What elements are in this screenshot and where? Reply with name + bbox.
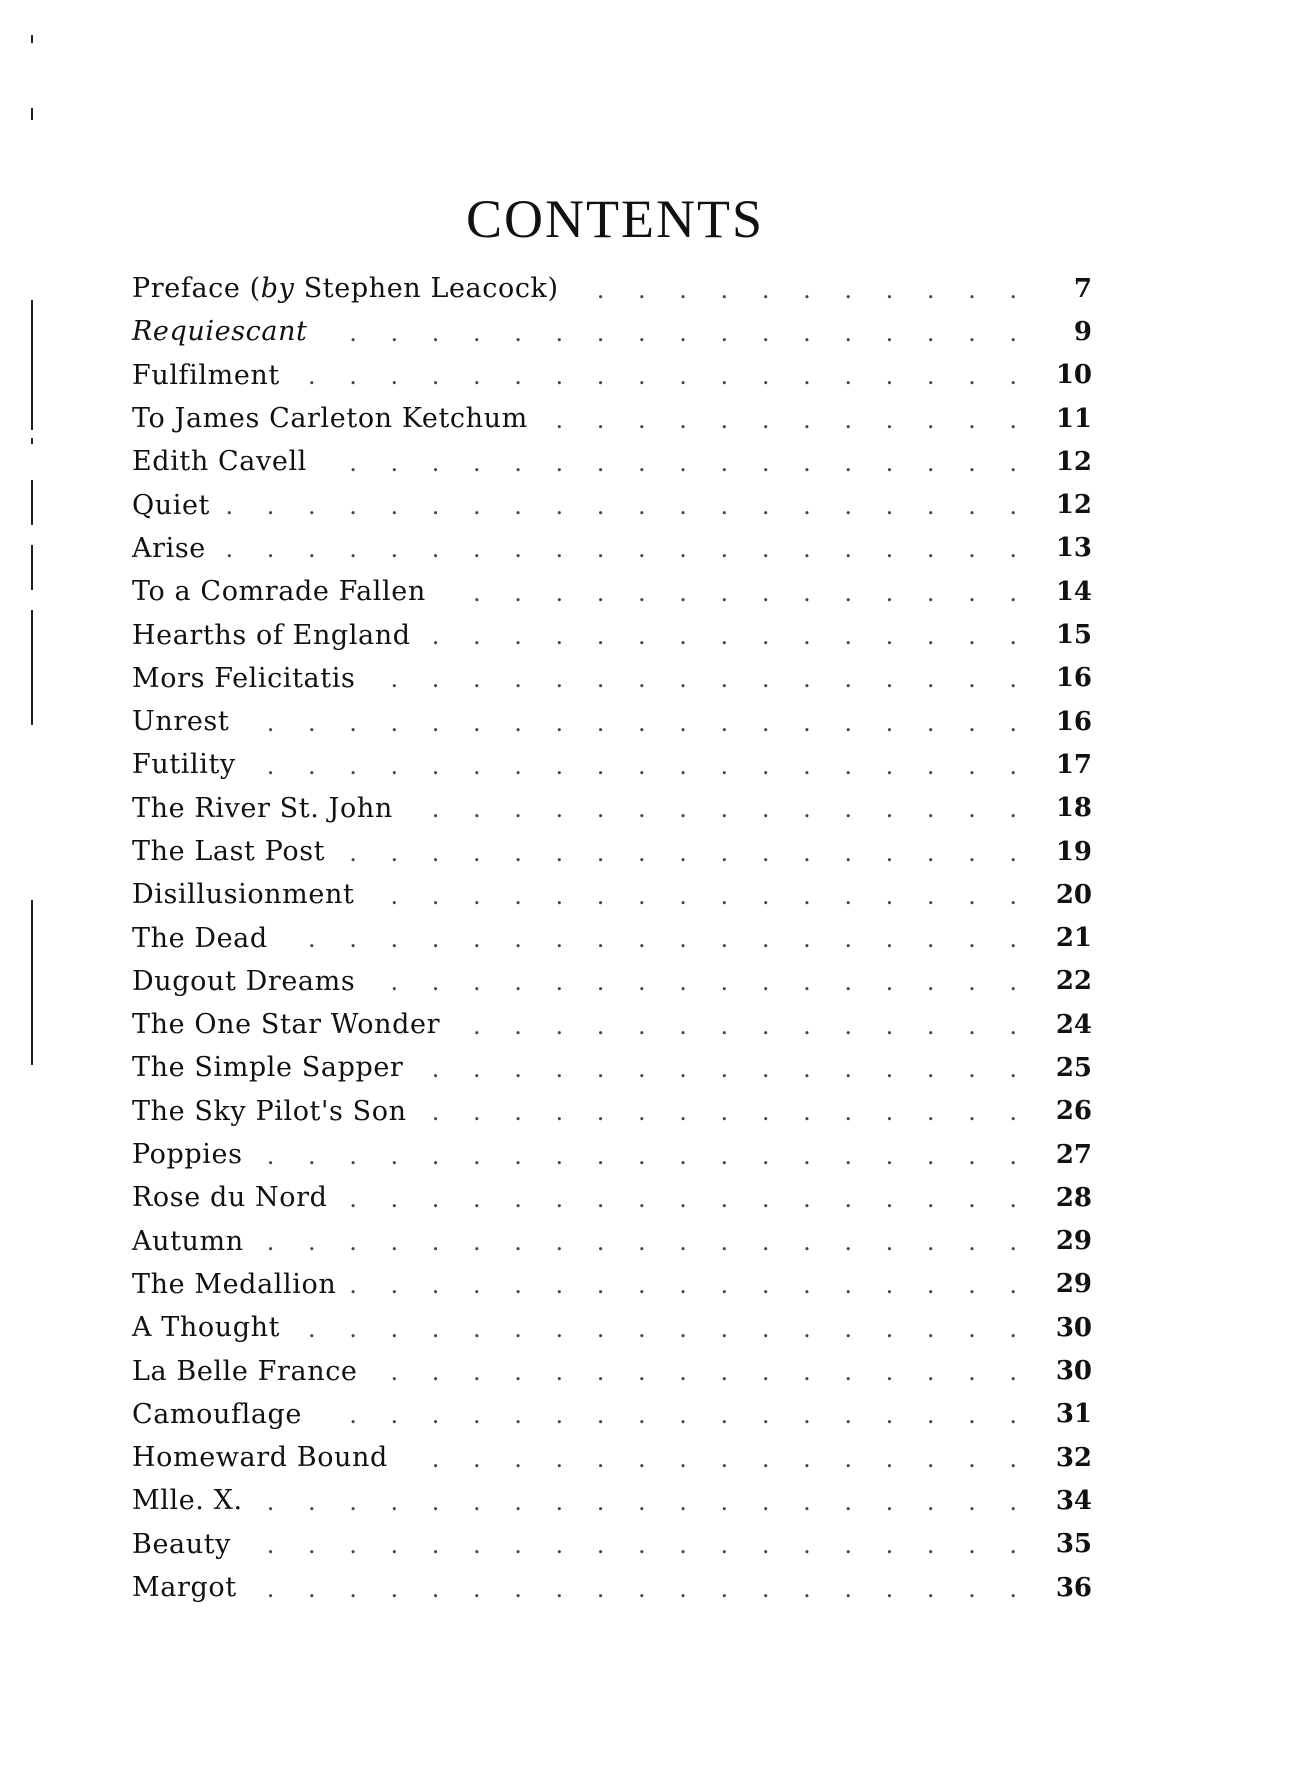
toc-page-number: 16: [1055, 706, 1092, 737]
toc-page-number: 9: [1073, 316, 1092, 347]
dot-leader: [282, 923, 1030, 953]
dot-leader: [258, 1226, 1030, 1256]
toc-entry-title: [132, 663, 355, 694]
dot-leader: [339, 837, 1030, 867]
toc-entry-title: [132, 490, 210, 521]
toc-entry-title: [132, 793, 393, 824]
toc-entry-title-text: Autumn: [132, 1225, 244, 1257]
toc-entry-title-text: Preface (: [132, 273, 261, 305]
toc-page-number: 19: [1055, 836, 1092, 867]
toc-entry: [132, 960, 1092, 1003]
toc-page-number: 29: [1055, 1269, 1092, 1300]
dot-leader: [369, 966, 1030, 996]
toc-entry: [132, 743, 1092, 786]
dot-leader: [243, 707, 1030, 737]
toc-page-number: 17: [1055, 749, 1092, 780]
toc-entry: [132, 570, 1092, 613]
toc-entry-title: [132, 1139, 243, 1170]
toc-page-number: 21: [1055, 923, 1092, 954]
toc-entry: [132, 1349, 1092, 1392]
toc-entry: [132, 1523, 1092, 1566]
toc-entry-title: [132, 446, 307, 477]
toc-entry-title: [132, 1269, 336, 1300]
toc-entry-title: [132, 1529, 231, 1560]
dot-leader: [440, 577, 1030, 607]
dot-leader: [417, 1053, 1030, 1083]
dot-leader: [220, 533, 1030, 563]
toc-entry: [132, 700, 1092, 743]
toc-entry-title: [132, 879, 354, 910]
toc-entry-title-text: Mors Felicitatis: [132, 662, 356, 694]
toc-entry-title-text: The River St. John: [132, 792, 393, 824]
toc-page-number: 34: [1055, 1485, 1092, 1516]
toc-entry-title: [132, 1312, 280, 1343]
toc-entry-title-italic: Requiescant: [132, 316, 308, 348]
margin-mark: [31, 610, 33, 725]
toc-page-number: 13: [1055, 533, 1092, 564]
toc-page-number: 16: [1055, 663, 1092, 694]
toc-page-number: 27: [1055, 1139, 1092, 1170]
dot-leader: [257, 1140, 1030, 1170]
toc-page-number: 26: [1055, 1096, 1092, 1127]
toc-entry-title: [132, 923, 268, 954]
toc-entry-title: [132, 966, 355, 997]
dot-leader: [573, 274, 1030, 304]
toc-entry: [132, 787, 1092, 830]
toc-entry-title: [132, 1226, 244, 1257]
toc-page-number: 25: [1055, 1052, 1092, 1083]
toc-entry: [132, 1090, 1092, 1133]
toc-page-number: 35: [1055, 1529, 1092, 1560]
dot-leader: [224, 490, 1030, 520]
toc-page-number: 20: [1055, 879, 1092, 910]
dot-leader: [251, 1573, 1030, 1603]
toc-entry-title-text: Poppies: [132, 1139, 243, 1171]
toc-page-number: 22: [1055, 966, 1092, 997]
toc-entry: [132, 1003, 1092, 1046]
dot-leader: [316, 1399, 1030, 1429]
toc-entry-title-italic: by: [260, 273, 295, 305]
dot-leader: [542, 404, 1030, 434]
toc-entry-title-text: The One Star Wonder: [132, 1009, 441, 1041]
toc-entry-title: [132, 273, 559, 304]
dot-leader: [350, 1269, 1030, 1299]
toc-entry: [132, 1566, 1092, 1609]
toc-entry-title: [132, 1399, 302, 1430]
toc-entry-title-text: La Belle France: [132, 1355, 358, 1387]
dot-leader: [372, 1356, 1031, 1386]
toc-entry-title: [132, 1442, 388, 1473]
toc-entry-title-text: Beauty: [132, 1528, 232, 1560]
toc-entry-title-text: Quiet: [132, 489, 210, 521]
toc-page-number: 24: [1055, 1009, 1092, 1040]
margin-mark: [31, 900, 33, 1065]
toc-page-number: 29: [1055, 1226, 1092, 1257]
toc-entry: [132, 354, 1092, 397]
dot-leader: [342, 1183, 1030, 1213]
toc-entry-title-text: Edith Cavell: [132, 446, 307, 478]
toc-page-number: 36: [1055, 1572, 1092, 1603]
toc-entry-title-text: The Dead: [132, 922, 268, 954]
margin-mark: [31, 300, 33, 430]
toc-entry-title-text: Rose du Nord: [132, 1182, 328, 1214]
toc-page-number: 10: [1055, 360, 1092, 391]
dot-leader: [321, 447, 1030, 477]
dot-leader: [407, 793, 1030, 823]
toc-entry-title-text: Mlle. X.: [132, 1485, 243, 1517]
toc-entry: [132, 1133, 1092, 1176]
toc-entry-title: [132, 1485, 243, 1516]
toc-entry-title-text: Fulfilment: [132, 359, 280, 391]
toc-entry-title: [132, 1356, 358, 1387]
toc-entry-title-text-end: Stephen Leacock): [294, 273, 559, 305]
dot-leader: [257, 1486, 1030, 1516]
toc-entry-title: [132, 1182, 328, 1213]
toc-page-number: 11: [1055, 403, 1092, 434]
dot-leader: [454, 1010, 1030, 1040]
dot-leader: [368, 880, 1030, 910]
table-of-contents: [132, 267, 1092, 1609]
toc-entry: [132, 1436, 1092, 1479]
margin-mark: [31, 108, 33, 120]
toc-entry-title: [132, 1572, 237, 1603]
dot-leader: [294, 1313, 1030, 1343]
toc-entry-title: [132, 1052, 403, 1083]
toc-entry-title-text: The Sky Pilot's Son: [132, 1095, 407, 1127]
toc-entry: [132, 483, 1092, 526]
dot-leader: [250, 750, 1030, 780]
toc-entry: [132, 1479, 1092, 1522]
toc-entry-title-text: Margot: [132, 1572, 237, 1604]
toc-page-number: 28: [1055, 1182, 1092, 1213]
toc-entry-title-text: Futility: [132, 749, 236, 781]
toc-entry-title-text: Disillusionment: [132, 879, 355, 911]
toc-page-number: 18: [1055, 793, 1092, 824]
toc-entry-title: [132, 360, 280, 391]
dot-leader: [294, 360, 1030, 390]
toc-entry-title-text: To a Comrade Fallen: [132, 576, 426, 608]
toc-entry-title: [132, 836, 325, 867]
toc-entry-title: [132, 749, 236, 780]
margin-mark: [31, 438, 33, 444]
toc-entry-title-text: Homeward Bound: [132, 1442, 388, 1474]
toc-entry: [132, 916, 1092, 959]
dot-leader: [421, 1096, 1030, 1126]
toc-entry: [132, 397, 1092, 440]
toc-page-number: 12: [1055, 446, 1092, 477]
dot-leader: [425, 620, 1030, 650]
toc-entry: [132, 613, 1092, 656]
toc-entry-title-text: Unrest: [132, 706, 230, 738]
toc-entry: [132, 873, 1092, 916]
toc-entry-title: [132, 706, 229, 737]
toc-entry-title-text: Dugout Dreams: [132, 965, 356, 997]
toc-page-number: 32: [1055, 1442, 1092, 1473]
toc-page-number: 31: [1055, 1399, 1092, 1430]
toc-entry: [132, 267, 1092, 310]
toc-entry-title: [132, 316, 308, 347]
margin-mark: [31, 35, 33, 43]
toc-entry: [132, 1263, 1092, 1306]
contents-heading: CONTENTS: [466, 189, 764, 249]
toc-entry-title: [132, 1096, 407, 1127]
toc-entry-title-text: The Simple Sapper: [132, 1052, 404, 1084]
toc-entry-title: [132, 403, 528, 434]
toc-entry-title: [132, 620, 411, 651]
toc-entry-title-text: The Medallion: [132, 1268, 337, 1300]
toc-entry-title-text: A Thought: [132, 1312, 281, 1344]
toc-entry-title: [132, 533, 206, 564]
dot-leader: [245, 1529, 1030, 1559]
toc-entry: [132, 657, 1092, 700]
dot-leader: [402, 1443, 1030, 1473]
toc-page-number: 14: [1055, 576, 1092, 607]
toc-entry: [132, 1306, 1092, 1349]
toc-page-number: 15: [1055, 620, 1092, 651]
toc-entry: [132, 310, 1092, 353]
toc-entry-title-text: Camouflage: [132, 1398, 302, 1430]
toc-page-number: 12: [1055, 490, 1092, 521]
dot-leader: [322, 317, 1030, 347]
toc-entry-title-text: To James Carleton Ketchum: [132, 403, 528, 435]
toc-page-number: 30: [1055, 1356, 1092, 1387]
toc-entry-title-text: Arise: [132, 532, 206, 564]
toc-entry: [132, 1220, 1092, 1263]
toc-entry: [132, 527, 1092, 570]
toc-entry: [132, 1046, 1092, 1089]
toc-entry: [132, 1393, 1092, 1436]
dot-leader: [369, 663, 1030, 693]
toc-page-number: 30: [1055, 1312, 1092, 1343]
toc-entry: [132, 830, 1092, 873]
toc-entry: [132, 440, 1092, 483]
toc-entry-title: [132, 576, 426, 607]
toc-entry-title-text: The Last Post: [132, 836, 326, 867]
toc-page-number: 7: [1073, 273, 1092, 304]
toc-entry-title: [132, 1009, 440, 1040]
toc-entry-title-text: Hearths of England: [132, 619, 411, 651]
toc-entry: [132, 1176, 1092, 1219]
margin-mark: [31, 545, 33, 590]
margin-mark: [31, 480, 33, 525]
